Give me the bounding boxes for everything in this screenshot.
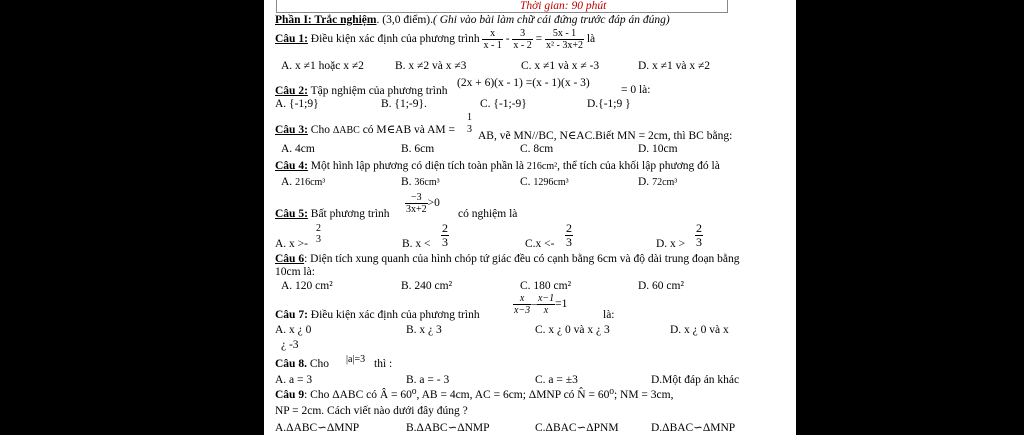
q5-b-fraction: $\frac{2}{3}$ — [442, 221, 448, 249]
q8-option-c: C. a = ±3 — [535, 374, 578, 386]
q1-fraction-1: $\frac{x}{x - 1}$ — [483, 28, 502, 51]
q8-option-d: D.Một đáp án khác — [651, 374, 740, 386]
q8-absolute-value: |a|=3 — [346, 354, 366, 365]
q2-option-b: B. {1;-9}. — [381, 98, 427, 110]
document-page — [264, 0, 796, 435]
q7-option-c: C. x ¿ 0 và x ¿ 3 — [535, 324, 610, 336]
q3-option-c: C. 8cm — [520, 143, 554, 155]
q7-option-b: B. x ¿ 3 — [406, 324, 442, 336]
q4-option-d: D. 72cm³ — [638, 176, 678, 188]
q7-option-a: A. x ¿ 0 — [275, 324, 312, 336]
question-3: Câu 3: Cho ΔABC có M∈AB và AM = — [275, 124, 456, 136]
q8-option-a: A. a = 3 — [275, 374, 313, 386]
question-4: Câu 4: Một hình lập phương có diện tích toàn phần là 216cm², thể tích của khối lập phương đó là — [275, 160, 720, 172]
q3-option-a: A. 4cm — [281, 143, 315, 155]
question-8: Câu 8. Cho — [275, 358, 329, 370]
q2-option-c: C. {-1;-9} — [480, 98, 527, 110]
q6-option-d: D. 60 cm² — [638, 280, 684, 292]
q5-inequality: $\frac{-3}{3x+2}$ >0 — [406, 192, 440, 215]
question-6: Câu 6: Diện tích xung quanh của hình chóp tứ giác đều có cạnh bằng 6cm và độ dài trung đoạn bằng — [275, 253, 740, 265]
q8-option-b: B. a = - 3 — [406, 374, 450, 386]
q6-option-b: B. 240 cm² — [401, 280, 453, 292]
question-6-line2: 10cm là: — [275, 266, 315, 278]
q5-option-d: D. x > — [656, 238, 686, 250]
question-9: Câu 9: Cho ΔABC có Â = 60⁰, AB = 4cm, AC = 6cm; ΔMNP có N̂ = 60⁰; NM = 3cm, — [275, 389, 674, 401]
q1-fraction-3: $\frac{5x - 1}{\text{x² - 3x+2}}$ — [546, 28, 583, 51]
q6-option-c: C. 180 cm² — [520, 280, 572, 292]
q1-option-c: C. x ≠1 và x ≠ -3 — [521, 60, 600, 72]
question-1: Câu 1: Điều kiện xác định của phương trình $\frac{x}{x - 1}$ - $\frac{3}{x - 2}$ = $\frac{5x - 1}{\text{x² - 3x+2}}$ là — [275, 28, 596, 51]
q2-option-d: D.{-1;9 } — [587, 98, 631, 110]
q9-option-c: C.ΔBAC∽ΔPNM — [535, 422, 619, 434]
q3-option-d: D. 10cm — [638, 143, 678, 155]
question-9-line2: NP = 2cm. Cách viết nào dưới đây đúng ? — [275, 405, 468, 417]
q8-tail: thì : — [374, 358, 393, 370]
q5-tail: có nghiệm là — [458, 208, 518, 220]
q2-equation-tail: = 0 là: — [621, 84, 651, 96]
q1-option-d: D. x ≠1 và x ≠2 — [638, 60, 711, 72]
q5-a-fraction: 2 3 — [316, 223, 321, 245]
q3-text-rest: AB, vẽ MN//BC, N∈AC.Biết MN = 2cm, thì BC bằng: — [478, 130, 733, 142]
q5-option-a: A. x >- — [275, 238, 308, 250]
q4-option-a: A. 216cm³ — [281, 176, 326, 188]
question-2: Câu 2: Tập nghiệm của phương trình — [275, 85, 448, 97]
q5-d-fraction: $\frac{2}{3}$ — [696, 221, 702, 249]
q3-option-b: B. 6cm — [401, 143, 435, 155]
part1-heading: Phần I: Trắc nghiệm. (3,0 điểm).( Ghi vào bài làm chữ cái đứng trước đáp án đúng) — [275, 14, 670, 26]
q2-equation: (2x + 6)(x - 1) =(x - 1)(x - 3) — [457, 77, 590, 89]
q9-option-d: D.ΔBAC∽ΔMNP — [651, 422, 736, 434]
question-7: Câu 7: Điều kiện xác định của phương trình — [275, 309, 480, 321]
header-table — [276, 0, 728, 13]
q7-equation: $\frac{x}{x-3}$ – $\frac{x-1}{x}$ =1 — [514, 293, 568, 316]
exam-time: Thời gian: 90 phút — [520, 0, 607, 12]
q7-option-d-continued: ¿ -3 — [281, 339, 299, 351]
q3-fraction: 1 3 — [467, 112, 472, 135]
q1-option-b: B. x ≠2 và x ≠3 — [395, 60, 467, 72]
q5-option-c: C.x <- — [525, 238, 555, 250]
q4-option-c: C. 1296cm³ — [520, 176, 569, 188]
q7-option-d: D. x ¿ 0 và x — [670, 324, 729, 336]
q9-option-a: A.ΔABC∽ΔMNP — [275, 422, 360, 434]
q7-tail: là: — [603, 309, 615, 321]
q5-option-b: B. x < — [402, 238, 431, 250]
q4-option-b: B. 36cm³ — [401, 176, 440, 188]
q1-fraction-2: $\frac{3}{x - 2}$ — [513, 28, 532, 51]
q6-option-a: A. 120 cm² — [281, 280, 333, 292]
question-5: Câu 5: Bất phương trình — [275, 208, 390, 220]
q1-option-a: A. x ≠1 hoặc x ≠2 — [281, 60, 364, 72]
q5-c-fraction: $\frac{2}{3}$ — [566, 221, 572, 249]
q9-option-b: B.ΔABC∽ΔNMP — [406, 422, 490, 434]
q2-option-a: A. {-1;9} — [275, 98, 319, 110]
